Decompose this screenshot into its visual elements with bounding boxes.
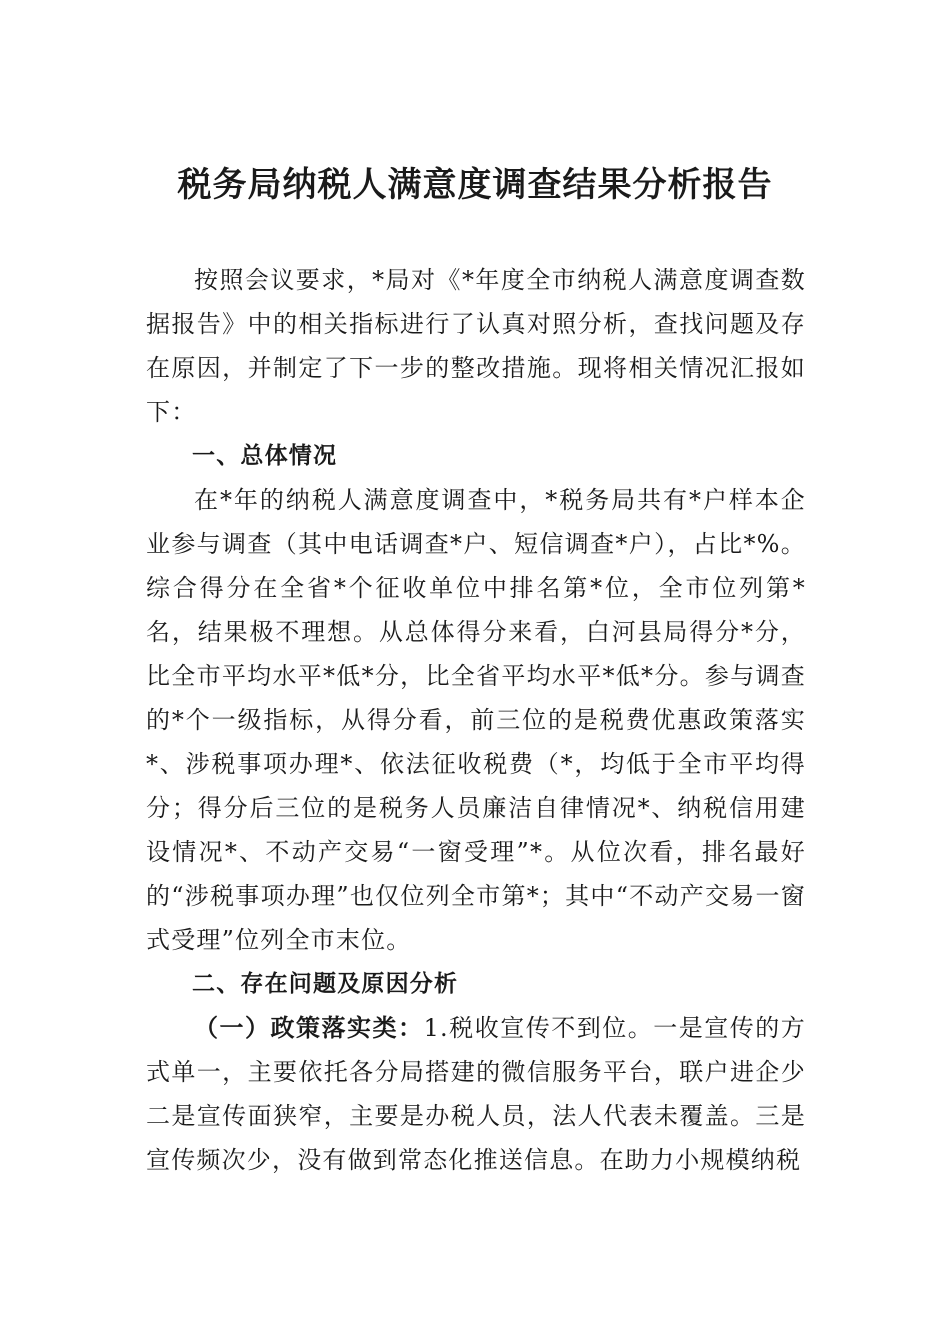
section-heading-overall: 一、总体情况: [192, 443, 338, 469]
policy-subheading: （一）政策落实类：: [194, 1013, 424, 1042]
document-body: [146, 258, 806, 1182]
policy-paragraph: [146, 1006, 806, 1182]
document-title: 税务局纳税人满意度调查结果分析报告: [177, 165, 773, 205]
policy-paragraph-text: 1.税收宣传不到位。一是宣传的方式单一，主要依托各分局搭建的微信服务平台，联户进企少二是宣传面狭窄，主要是办税人员，法人代表未覆盖。三是宣传频次少，没有做到常态化推送信息。在助力小规模纳税: [146, 1014, 806, 1174]
section-heading-problems: 二、存在问题及原因分析: [192, 971, 459, 997]
overall-paragraph: 在*年的纳税人满意度调查中，*税务局共有*户样本企业参与调查（其中电话调查*户、短信调查*户），占比*%。综合得分在全省*个征收单位中排名第*位，全市位列第*名，结果极不理想。从总体得分来看，白河县局得分*分，比全市平均水平*低*分，比全省平均水平*低*分。参与调查的*个一级指标，从得分看，前三位的是税费优惠政策落实*、涉税事项办理*、依法征收税费（*，均低于全市平均得分；得分后三位的是税务人员廉洁自律情况*、纳税信用建设情况*、不动产交易“一窗受理”*。从位次看，排名最好的“涉税事项办理”也仅位列全市第*；其中“不动产交易一窗式受理”位列全市末位。: [146, 486, 806, 954]
intro-paragraph: 按照会议要求，*局对《*年度全市纳税人满意度调查数据报告》中的相关指标进行了认真对照分析，查找问题及存在原因，并制定了下一步的整改措施。现将相关情况汇报如下：: [146, 266, 806, 426]
